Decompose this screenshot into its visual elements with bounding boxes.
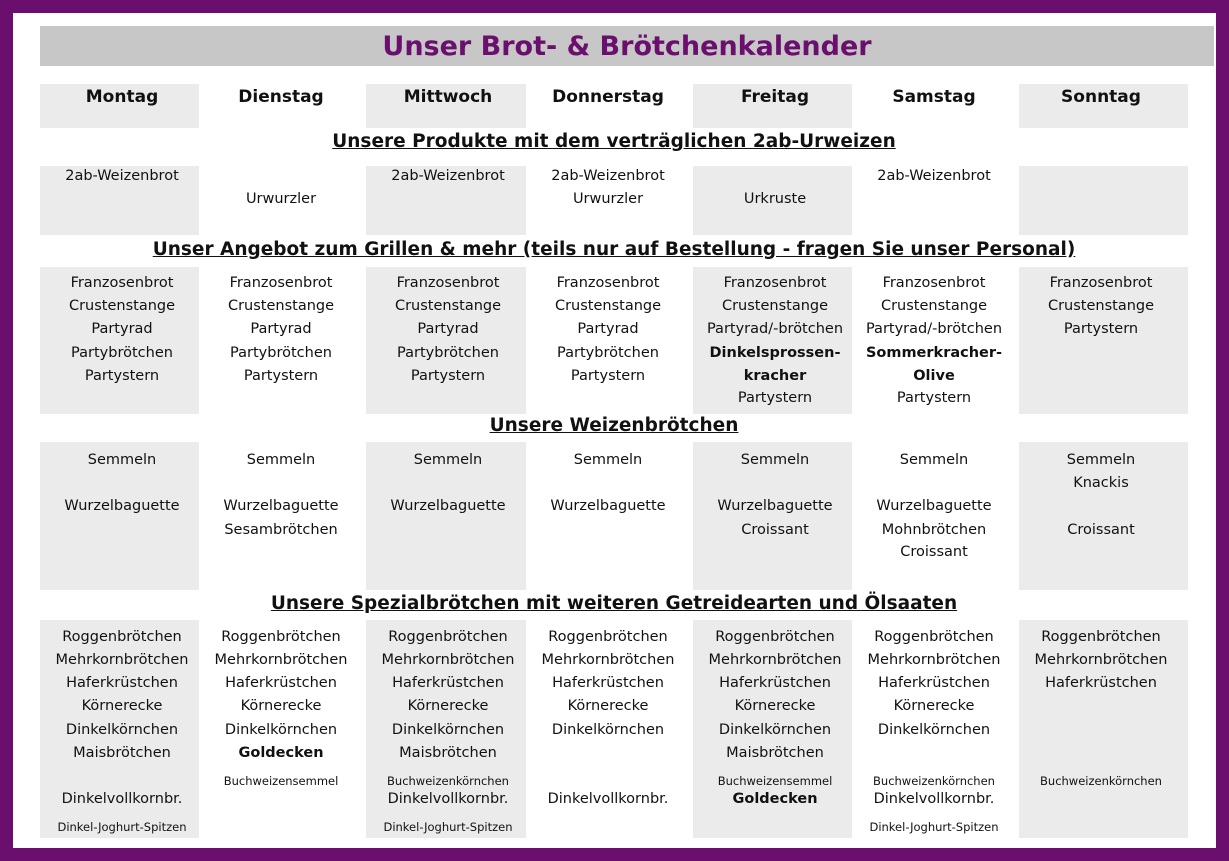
product-item: Partyrad: [91, 321, 153, 337]
product-item: Crustenstange: [394, 298, 502, 314]
product-item: Dinkelkörnchen: [877, 722, 991, 738]
product-item: Haferkrüstchen: [719, 675, 831, 691]
product-item: Dinkelkörnchen: [718, 722, 832, 738]
product-item: Haferkrüstchen: [392, 675, 504, 691]
product-item: Dinkelkörnchen: [551, 722, 665, 738]
product-item: Mehrkornbrötchen: [214, 652, 348, 668]
product-item: Urwurzler: [572, 191, 644, 207]
product-item: Roggenbrötchen: [548, 629, 668, 645]
product-item: Mohnbrötchen: [881, 522, 987, 538]
product-item: Wurzelbaguette: [390, 498, 506, 514]
product-item: Urwurzler: [245, 191, 317, 207]
product-item: Crustenstange: [68, 298, 176, 314]
product-item: Wurzelbaguette: [876, 498, 992, 514]
product-item: Olive: [913, 368, 955, 384]
product-item: 2ab-Weizenbrot: [877, 168, 991, 184]
product-item: Wurzelbaguette: [223, 498, 339, 514]
calendar-title: Unser Brot- & Brötchenkalender: [40, 26, 1214, 66]
product-item: Mehrkornbrötchen: [867, 652, 1001, 668]
product-item: kracher: [743, 368, 807, 384]
product-item: Maisbrötchen: [73, 745, 171, 761]
day-header: Donnerstag: [552, 87, 664, 107]
product-item: Maisbrötchen: [399, 745, 497, 761]
product-item: Crustenstange: [721, 298, 829, 314]
product-item: 2ab-Weizenbrot: [65, 168, 179, 184]
product-item: Partystern: [84, 368, 160, 384]
product-item: Partyrad: [577, 321, 639, 337]
product-item: Körnerecke: [567, 698, 649, 714]
product-item: Dinkel-Joghurt-Spitzen: [383, 820, 513, 834]
product-item: Semmeln: [246, 452, 316, 468]
product-item: Roggenbrötchen: [221, 629, 341, 645]
product-item: Mehrkornbrötchen: [55, 652, 189, 668]
product-item: 2ab-Weizenbrot: [551, 168, 665, 184]
product-item: Wurzelbaguette: [64, 498, 180, 514]
product-item: Franzosenbrot: [396, 275, 500, 291]
product-item: Wurzelbaguette: [717, 498, 833, 514]
section-heading: Unsere Produkte mit dem verträglichen 2ab-Urweizen: [332, 131, 896, 152]
day-header: Dienstag: [238, 87, 324, 107]
product-item: Dinkel-Joghurt-Spitzen: [57, 820, 187, 834]
product-item: Maisbrötchen: [726, 745, 824, 761]
product-item: Dinkelkörnchen: [65, 722, 179, 738]
product-item: Haferkrüstchen: [878, 675, 990, 691]
product-item: Crustenstange: [227, 298, 335, 314]
product-item: Mehrkornbrötchen: [541, 652, 675, 668]
product-item: Goldecken: [238, 745, 324, 761]
product-item: Körnerecke: [240, 698, 322, 714]
product-item: Franzosenbrot: [229, 275, 333, 291]
product-item: Sommerkracher-: [865, 345, 1003, 361]
product-item: Roggenbrötchen: [1041, 629, 1161, 645]
product-item: Partystern: [570, 368, 646, 384]
product-item: Semmeln: [740, 452, 810, 468]
day-header: Montag: [85, 87, 159, 107]
product-item: Partybrötchen: [71, 345, 173, 361]
product-item: Crustenstange: [554, 298, 662, 314]
product-item: Partystern: [737, 390, 813, 406]
product-item: Semmeln: [899, 452, 969, 468]
day-header: Samstag: [892, 87, 976, 107]
product-item: Partyrad/-brötchen: [706, 321, 844, 337]
product-item: Dinkelsprossen-: [709, 345, 841, 361]
product-item: Körnerecke: [407, 698, 489, 714]
product-item: Buchweizenkörnchen: [873, 774, 995, 788]
product-item: Roggenbrötchen: [62, 629, 182, 645]
product-item: Roggenbrötchen: [874, 629, 994, 645]
product-item: Haferkrüstchen: [66, 675, 178, 691]
product-item: Mehrkornbrötchen: [1034, 652, 1168, 668]
product-item: Körnerecke: [81, 698, 163, 714]
day-header: Mittwoch: [403, 87, 493, 107]
product-item: Dinkelkörnchen: [391, 722, 505, 738]
day-header: Sonntag: [1061, 87, 1141, 107]
product-item: 2ab-Weizenbrot: [391, 168, 505, 184]
product-item: Partyrad: [250, 321, 312, 337]
product-item: Croissant: [741, 522, 809, 538]
product-item: Franzosenbrot: [723, 275, 827, 291]
product-item: Partybrötchen: [230, 345, 332, 361]
product-item: Partyrad: [417, 321, 479, 337]
product-item: Crustenstange: [1047, 298, 1155, 314]
product-item: Dinkelvollkornbr.: [387, 791, 509, 807]
product-item: Crustenstange: [880, 298, 988, 314]
product-item: Partystern: [1063, 321, 1139, 337]
product-item: Sesambrötchen: [224, 522, 338, 538]
product-item: Haferkrüstchen: [225, 675, 337, 691]
section-heading: Unsere Weizenbrötchen: [489, 415, 739, 436]
product-item: Croissant: [900, 544, 968, 560]
product-item: Franzosenbrot: [1049, 275, 1153, 291]
product-item: Roggenbrötchen: [388, 629, 508, 645]
product-item: Goldecken: [732, 791, 818, 807]
product-item: Knackis: [1073, 475, 1129, 491]
product-item: Dinkel-Joghurt-Spitzen: [869, 820, 999, 834]
product-item: Partystern: [896, 390, 972, 406]
product-item: Buchweizensemmel: [223, 774, 339, 788]
product-item: Dinkelvollkornbr.: [547, 791, 669, 807]
product-item: Franzosenbrot: [556, 275, 660, 291]
product-item: Buchweizensemmel: [717, 774, 833, 788]
product-item: Mehrkornbrötchen: [708, 652, 842, 668]
product-item: Franzosenbrot: [882, 275, 986, 291]
product-item: Partybrötchen: [557, 345, 659, 361]
day-header: Freitag: [740, 87, 810, 107]
product-item: Urkruste: [743, 191, 807, 207]
product-item: Haferkrüstchen: [1045, 675, 1157, 691]
product-item: Mehrkornbrötchen: [381, 652, 515, 668]
section-heading: Unser Angebot zum Grillen & mehr (teils nur auf Bestellung - fragen Sie unser Personal): [152, 239, 1076, 260]
product-item: Semmeln: [573, 452, 643, 468]
product-item: Croissant: [1067, 522, 1135, 538]
product-item: Partybrötchen: [397, 345, 499, 361]
product-item: Partyrad/-brötchen: [865, 321, 1003, 337]
product-item: Dinkelkörnchen: [224, 722, 338, 738]
product-item: Buchweizenkörnchen: [1040, 774, 1162, 788]
product-item: Körnerecke: [893, 698, 975, 714]
product-item: Buchweizenkörnchen: [387, 774, 509, 788]
product-item: Haferkrüstchen: [552, 675, 664, 691]
product-item: Körnerecke: [734, 698, 816, 714]
product-item: Partystern: [243, 368, 319, 384]
product-item: Semmeln: [87, 452, 157, 468]
product-item: Partystern: [410, 368, 486, 384]
product-item: Dinkelvollkornbr.: [873, 791, 995, 807]
product-item: Wurzelbaguette: [550, 498, 666, 514]
product-item: Roggenbrötchen: [715, 629, 835, 645]
product-item: Dinkelvollkornbr.: [61, 791, 183, 807]
section-heading: Unsere Spezialbrötchen mit weiteren Getreidearten und Ölsaaten: [270, 593, 958, 614]
product-item: Franzosenbrot: [70, 275, 174, 291]
product-item: Semmeln: [1066, 452, 1136, 468]
product-item: Semmeln: [413, 452, 483, 468]
